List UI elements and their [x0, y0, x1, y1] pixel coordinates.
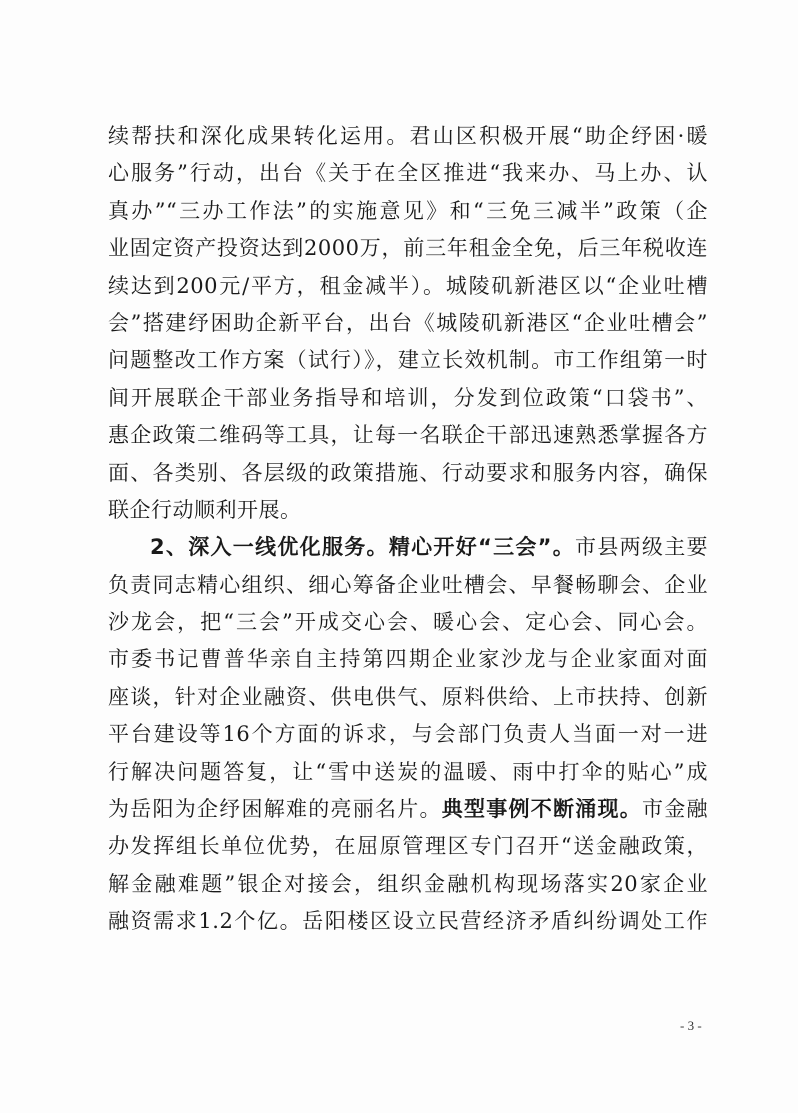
text-line: 市委书记曹普华亲自主持第四期企业家沙龙与企业家面对面 — [108, 647, 708, 672]
text-line: 面、各类别、各层级的政策措施、行动要求和服务内容，确保 — [108, 460, 708, 485]
text-line — [108, 791, 708, 828]
text-line: 行解决问题答复，让“雪中送炭的温暖、雨中打伞的贴心”成 — [108, 759, 708, 784]
emphasis-text: 典型事例不断涌现。 — [441, 797, 642, 822]
text-line: 沙龙会，把“三会”开成交心会、暖心会、定心会、同心会。 — [108, 610, 708, 635]
body-text — [108, 118, 708, 941]
text-line: 联企行动顺利开展。 — [108, 497, 302, 522]
text-line: 会”搭建纾困助企新平台，出台《城陵矶新港区“企业吐槽会” — [108, 310, 708, 335]
text-line: 心服务”行动，出台《关于在全区推进“我来办、马上办、认 — [108, 161, 708, 186]
text-line: 座谈，针对企业融资、供电供气、原料供给、上市扶持、创新 — [108, 684, 708, 709]
text-segment: 市金融 — [642, 797, 708, 822]
text-segment: 为岳阳为企纾困解难的亮丽名片。 — [108, 797, 442, 822]
paragraph-heading: 2、深入一线优化服务。精心开好“三会”。 — [150, 535, 576, 560]
text-line: 问题整改工作方案（试行）》，建立长效机制。市工作组第一时 — [108, 348, 708, 373]
text-line: 续帮扶和深化成果转化运用。君山区积极开展“助企纾困·暖 — [108, 124, 708, 148]
page-number: - 3 - — [680, 1018, 702, 1033]
text-line: 惠企政策二维码等工具，让每一名联企干部迅速熟悉掌握各方 — [108, 423, 708, 448]
text-line: 办发挥组长单位优势，在屈原管理区专门召开“送金融政策， — [108, 834, 708, 859]
heading-continuation: 市县两级主要 — [575, 535, 709, 560]
text-line: 平台建设等16个方面的诉求，与会部门负责人当面一对一进 — [108, 722, 708, 747]
text-line: 融资需求1.2个亿。岳阳楼区设立民营经济矛盾纠纷调处工作 — [108, 909, 708, 934]
text-line: 续达到200元/平方，租金减半）。城陵矶新港区以“企业吐槽 — [108, 273, 708, 298]
paragraph-heading-line — [108, 529, 708, 566]
text-line: 业固定资产投资达到2000万，前三年租金全免，后三年税收连 — [108, 236, 708, 261]
text-line: 间开展联企干部业务指导和培训，分发到位政策“口袋书”、 — [108, 385, 708, 410]
text-line: 真办”“三办工作法”的实施意见》和“三免三减半”政策（企 — [108, 198, 708, 223]
text-line: 解金融难题”银企对接会，组织金融机构现场落实20家企业 — [108, 871, 708, 896]
text-line: 负责同志精心组织、细心筹备企业吐槽会、早餐畅聊会、企业 — [108, 572, 708, 597]
